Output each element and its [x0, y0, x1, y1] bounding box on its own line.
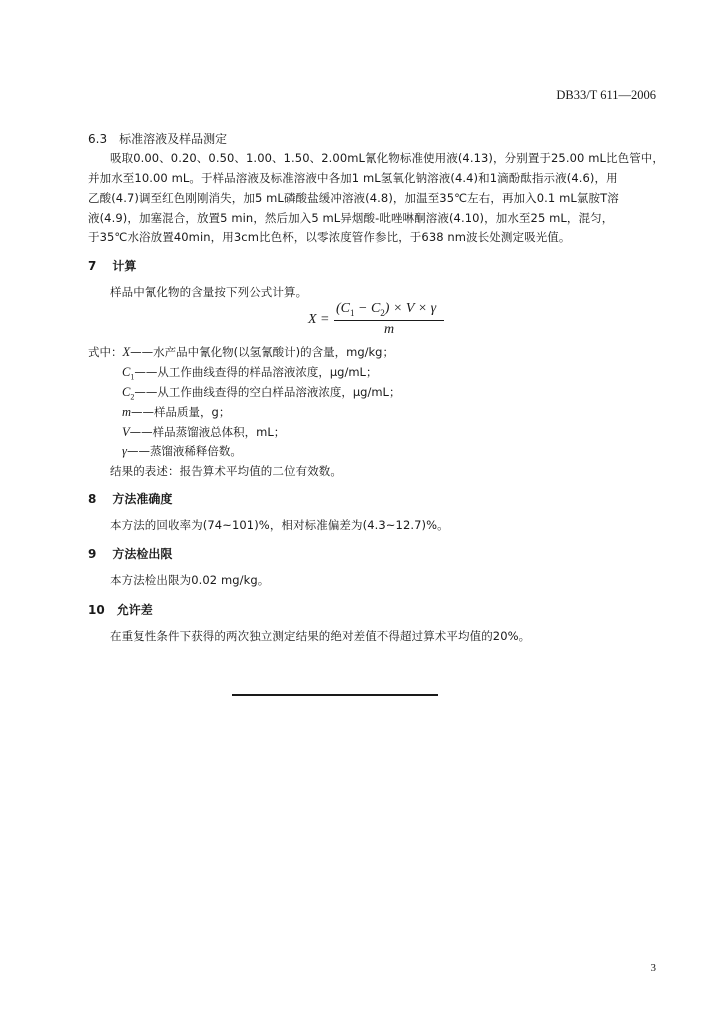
section-7-heading — [88, 257, 136, 274]
result-expression: 结果的表述：报告算术平均值的二位有效数。 — [110, 464, 342, 478]
variable-definition: m——样品质量，g； — [122, 405, 231, 419]
formula-numerator: $(C_1 - C_2) \times V \times \gamma$ — [336, 301, 437, 318]
section-title: 允许差 — [116, 603, 153, 617]
fraction-bar — [334, 320, 444, 321]
section-title: 方法准确度 — [112, 492, 173, 506]
variable-definition: V——样品蒸馏液总体积，mL； — [122, 425, 286, 439]
paragraph-line: 样品中氰化物的含量按下列公式计算。 — [110, 285, 308, 299]
paragraph-line: 吸取0.00、0.20、0.50、1.00、1.50、2.00mL氰化物标准使用液(4.13)，分别置于25.00 mL比色管中， — [110, 151, 665, 165]
calculation-formula — [308, 300, 448, 342]
end-of-document-rule — [232, 694, 438, 696]
section-title: 计算 — [112, 259, 137, 273]
section-number: 7 — [88, 259, 97, 273]
paragraph-line: 并加水至10.00 mL。于样品溶液及标准溶液中各加1 mL氢氧化钠溶液(4.4)和1滴酚酞指示液(4.6)，用 — [88, 171, 618, 185]
section-number: 10 — [88, 603, 105, 617]
formula-lhs: X = — [308, 312, 330, 327]
section-9-heading — [88, 545, 172, 562]
section-8-heading — [88, 490, 172, 507]
variable-definition: $C_2——$从工作曲线查得的空白样品溶液浓度，μg/mL； — [122, 385, 401, 402]
paragraph-line: 本方法的回收率为(74~101)%，相对标准偏差为(4.3~12.7)%。 — [110, 518, 449, 532]
section-number: 6.3 — [88, 132, 108, 146]
variable-definition: $C_1——$从工作曲线查得的样品溶液浓度，μg/mL； — [122, 365, 378, 382]
formula-denominator: m — [384, 322, 395, 337]
standard-code: DB33/T 611—2006 — [556, 88, 656, 102]
section-number: 9 — [88, 547, 97, 561]
variable-definition: 式中：X——水产品中氰化物(以氢氰酸计)的含量，mg/kg； — [88, 345, 394, 359]
section-6-3-heading — [88, 130, 227, 147]
page-number: 3 — [650, 962, 656, 974]
section-title: 方法检出限 — [112, 547, 173, 561]
paragraph-line: 本方法检出限为0.02 mg/kg。 — [110, 573, 270, 587]
section-number: 8 — [88, 492, 97, 506]
section-title: 标准溶液及样品测定 — [119, 132, 228, 146]
paragraph-line: 于35℃水浴放置40min，用3cm比色杯，以零浓度管作参比，于638 nm波长处测定吸光值。 — [88, 230, 571, 244]
paragraph-line: 在重复性条件下获得的两次独立测定结果的绝对差值不得超过算术平均值的20%。 — [110, 629, 531, 643]
variable-definition: γ——蒸馏液稀释倍数。 — [122, 444, 242, 458]
paragraph-line: 液(4.9)，加塞混合，放置5 min，然后加入5 mL异烟酸-吡唑啉酮溶液(4.10)，加水至25 mL，混匀， — [88, 211, 614, 225]
paragraph-line: 乙酸(4.7)调至红色刚刚消失，加5 mL磷酸盐缓冲溶液(4.8)，加温至35℃左右，再加入0.1 mL氯胺T溶 — [88, 191, 619, 205]
section-10-heading — [88, 601, 153, 618]
